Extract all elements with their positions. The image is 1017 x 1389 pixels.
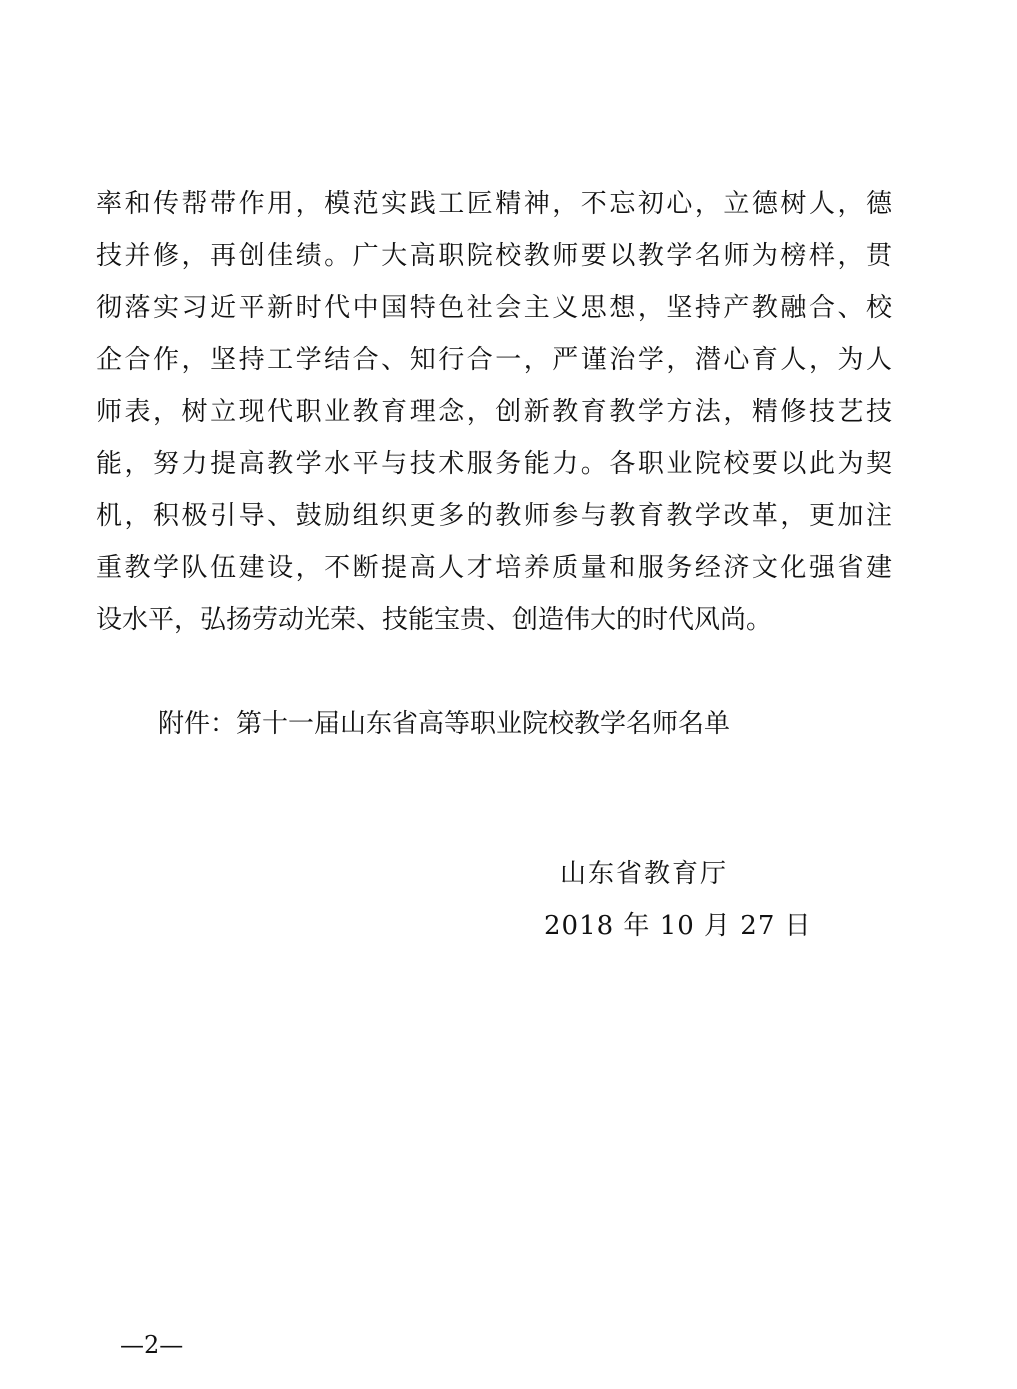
issue-date: 2018 年 10 月 27 日: [544, 911, 812, 941]
body-line-1: 率和传帮带作用，模范实践工匠精神，不忘初心，立德树人，德: [96, 189, 892, 219]
body-line-5: 师表，树立现代职业教育理念，创新教育教学方法，精修技艺技: [96, 397, 892, 427]
body-line-4: 企合作，坚持工学结合、知行合一，严谨治学，潜心育人，为人: [96, 345, 892, 375]
body-paragraph: [96, 182, 892, 650]
page-number: —2—: [120, 1331, 184, 1359]
body-line-3: 彻落实习近平新时代中国特色社会主义思想，坚持产教融合、校: [96, 293, 892, 323]
attachment-note: 附件：第十一届山东省高等职业院校教学名师名单: [158, 709, 731, 739]
body-line-7: 机，积极引导、鼓励组织更多的教师参与教育教学改革，更加注: [96, 501, 892, 531]
body-line-8: 重教学队伍建设，不断提高人才培养质量和服务经济文化强省建: [96, 553, 892, 583]
body-line-2: 技并修，再创佳绩。广大高职院校教师要以教学名师为榜样，贯: [96, 241, 892, 271]
issuing-organization: 山东省教育厅: [560, 859, 729, 889]
body-line-9: 设水平，弘扬劳动光荣、技能宝贵、创造伟大的时代风尚。: [96, 605, 773, 635]
body-line-6: 能，努力提高教学水平与技术服务能力。各职业院校要以此为契: [96, 449, 892, 479]
